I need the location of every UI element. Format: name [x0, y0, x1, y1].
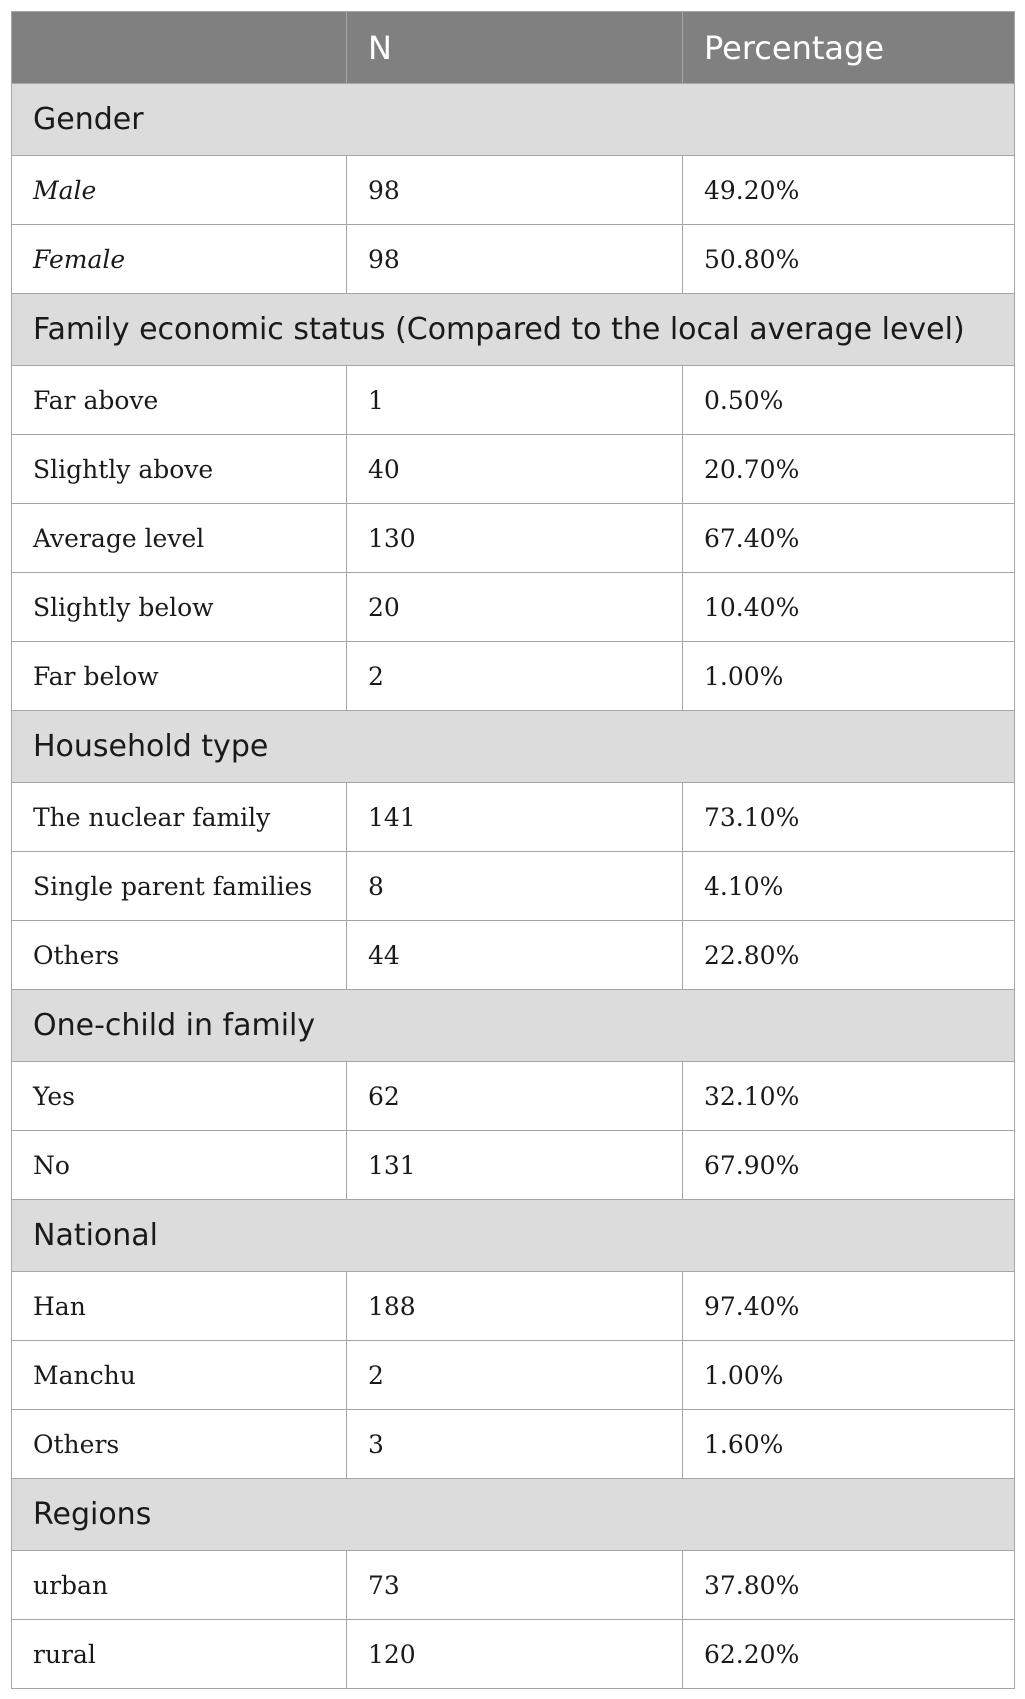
demographics-table-container: [11, 11, 1014, 1689]
table-row: [12, 852, 1015, 921]
row-n-value: 40: [347, 435, 683, 504]
row-n-value: 188: [347, 1272, 683, 1341]
table-row: [12, 1410, 1015, 1479]
section-header-row: [12, 1479, 1015, 1551]
table-row: [12, 1620, 1015, 1689]
row-label: urban: [12, 1551, 347, 1620]
table-row: [12, 366, 1015, 435]
section-title: Gender: [12, 84, 1015, 156]
table-body: [12, 84, 1015, 1689]
row-label: Single parent families: [12, 852, 347, 921]
header-n: N: [347, 12, 683, 84]
section-title: One-child in family: [12, 990, 1015, 1062]
row-label: Manchu: [12, 1341, 347, 1410]
section-header-row: [12, 84, 1015, 156]
row-n-value: 62: [347, 1062, 683, 1131]
section-title: Family economic status (Compared to the local average level): [12, 294, 1015, 366]
table-row: [12, 642, 1015, 711]
table-row: [12, 573, 1015, 642]
section-title: Household type: [12, 711, 1015, 783]
row-n-value: 98: [347, 225, 683, 294]
table-row: [12, 1341, 1015, 1410]
demographics-table: [11, 11, 1015, 1689]
row-n-value: 2: [347, 1341, 683, 1410]
section-header-row: [12, 294, 1015, 366]
row-n-value: 141: [347, 783, 683, 852]
row-label: rural: [12, 1620, 347, 1689]
row-label: Slightly below: [12, 573, 347, 642]
table-row: [12, 1062, 1015, 1131]
row-percentage-value: 62.20%: [683, 1620, 1015, 1689]
row-n-value: 130: [347, 504, 683, 573]
row-percentage-value: 1.00%: [683, 642, 1015, 711]
row-n-value: 3: [347, 1410, 683, 1479]
row-percentage-value: 4.10%: [683, 852, 1015, 921]
header-category: [12, 12, 347, 84]
table-row: [12, 1131, 1015, 1200]
table-row: [12, 1272, 1015, 1341]
section-header-row: [12, 990, 1015, 1062]
table-row: [12, 921, 1015, 990]
row-label: The nuclear family: [12, 783, 347, 852]
row-n-value: 98: [347, 156, 683, 225]
row-label: Average level: [12, 504, 347, 573]
header-percentage: Percentage: [683, 12, 1015, 84]
row-label: Yes: [12, 1062, 347, 1131]
row-percentage-value: 50.80%: [683, 225, 1015, 294]
row-label: Slightly above: [12, 435, 347, 504]
row-label: Far below: [12, 642, 347, 711]
row-percentage-value: 20.70%: [683, 435, 1015, 504]
section-title: National: [12, 1200, 1015, 1272]
row-percentage-value: 49.20%: [683, 156, 1015, 225]
row-percentage-value: 22.80%: [683, 921, 1015, 990]
table-header-row: [12, 12, 1015, 84]
row-percentage-value: 10.40%: [683, 573, 1015, 642]
row-n-value: 73: [347, 1551, 683, 1620]
row-label: Female: [12, 225, 347, 294]
row-n-value: 44: [347, 921, 683, 990]
table-row: [12, 435, 1015, 504]
row-percentage-value: 0.50%: [683, 366, 1015, 435]
table-row: [12, 504, 1015, 573]
row-n-value: 120: [347, 1620, 683, 1689]
table-row: [12, 156, 1015, 225]
row-label: Far above: [12, 366, 347, 435]
row-label: Others: [12, 1410, 347, 1479]
table-row: [12, 1551, 1015, 1620]
row-percentage-value: 67.40%: [683, 504, 1015, 573]
row-n-value: 8: [347, 852, 683, 921]
row-label: Han: [12, 1272, 347, 1341]
table-row: [12, 225, 1015, 294]
row-percentage-value: 97.40%: [683, 1272, 1015, 1341]
section-header-row: [12, 1200, 1015, 1272]
row-percentage-value: 1.60%: [683, 1410, 1015, 1479]
row-n-value: 20: [347, 573, 683, 642]
row-label: Others: [12, 921, 347, 990]
row-n-value: 1: [347, 366, 683, 435]
row-percentage-value: 73.10%: [683, 783, 1015, 852]
row-label: Male: [12, 156, 347, 225]
row-percentage-value: 37.80%: [683, 1551, 1015, 1620]
row-percentage-value: 1.00%: [683, 1341, 1015, 1410]
row-n-value: 2: [347, 642, 683, 711]
row-percentage-value: 67.90%: [683, 1131, 1015, 1200]
section-header-row: [12, 711, 1015, 783]
row-n-value: 131: [347, 1131, 683, 1200]
section-title: Regions: [12, 1479, 1015, 1551]
row-label: No: [12, 1131, 347, 1200]
row-percentage-value: 32.10%: [683, 1062, 1015, 1131]
table-row: [12, 783, 1015, 852]
